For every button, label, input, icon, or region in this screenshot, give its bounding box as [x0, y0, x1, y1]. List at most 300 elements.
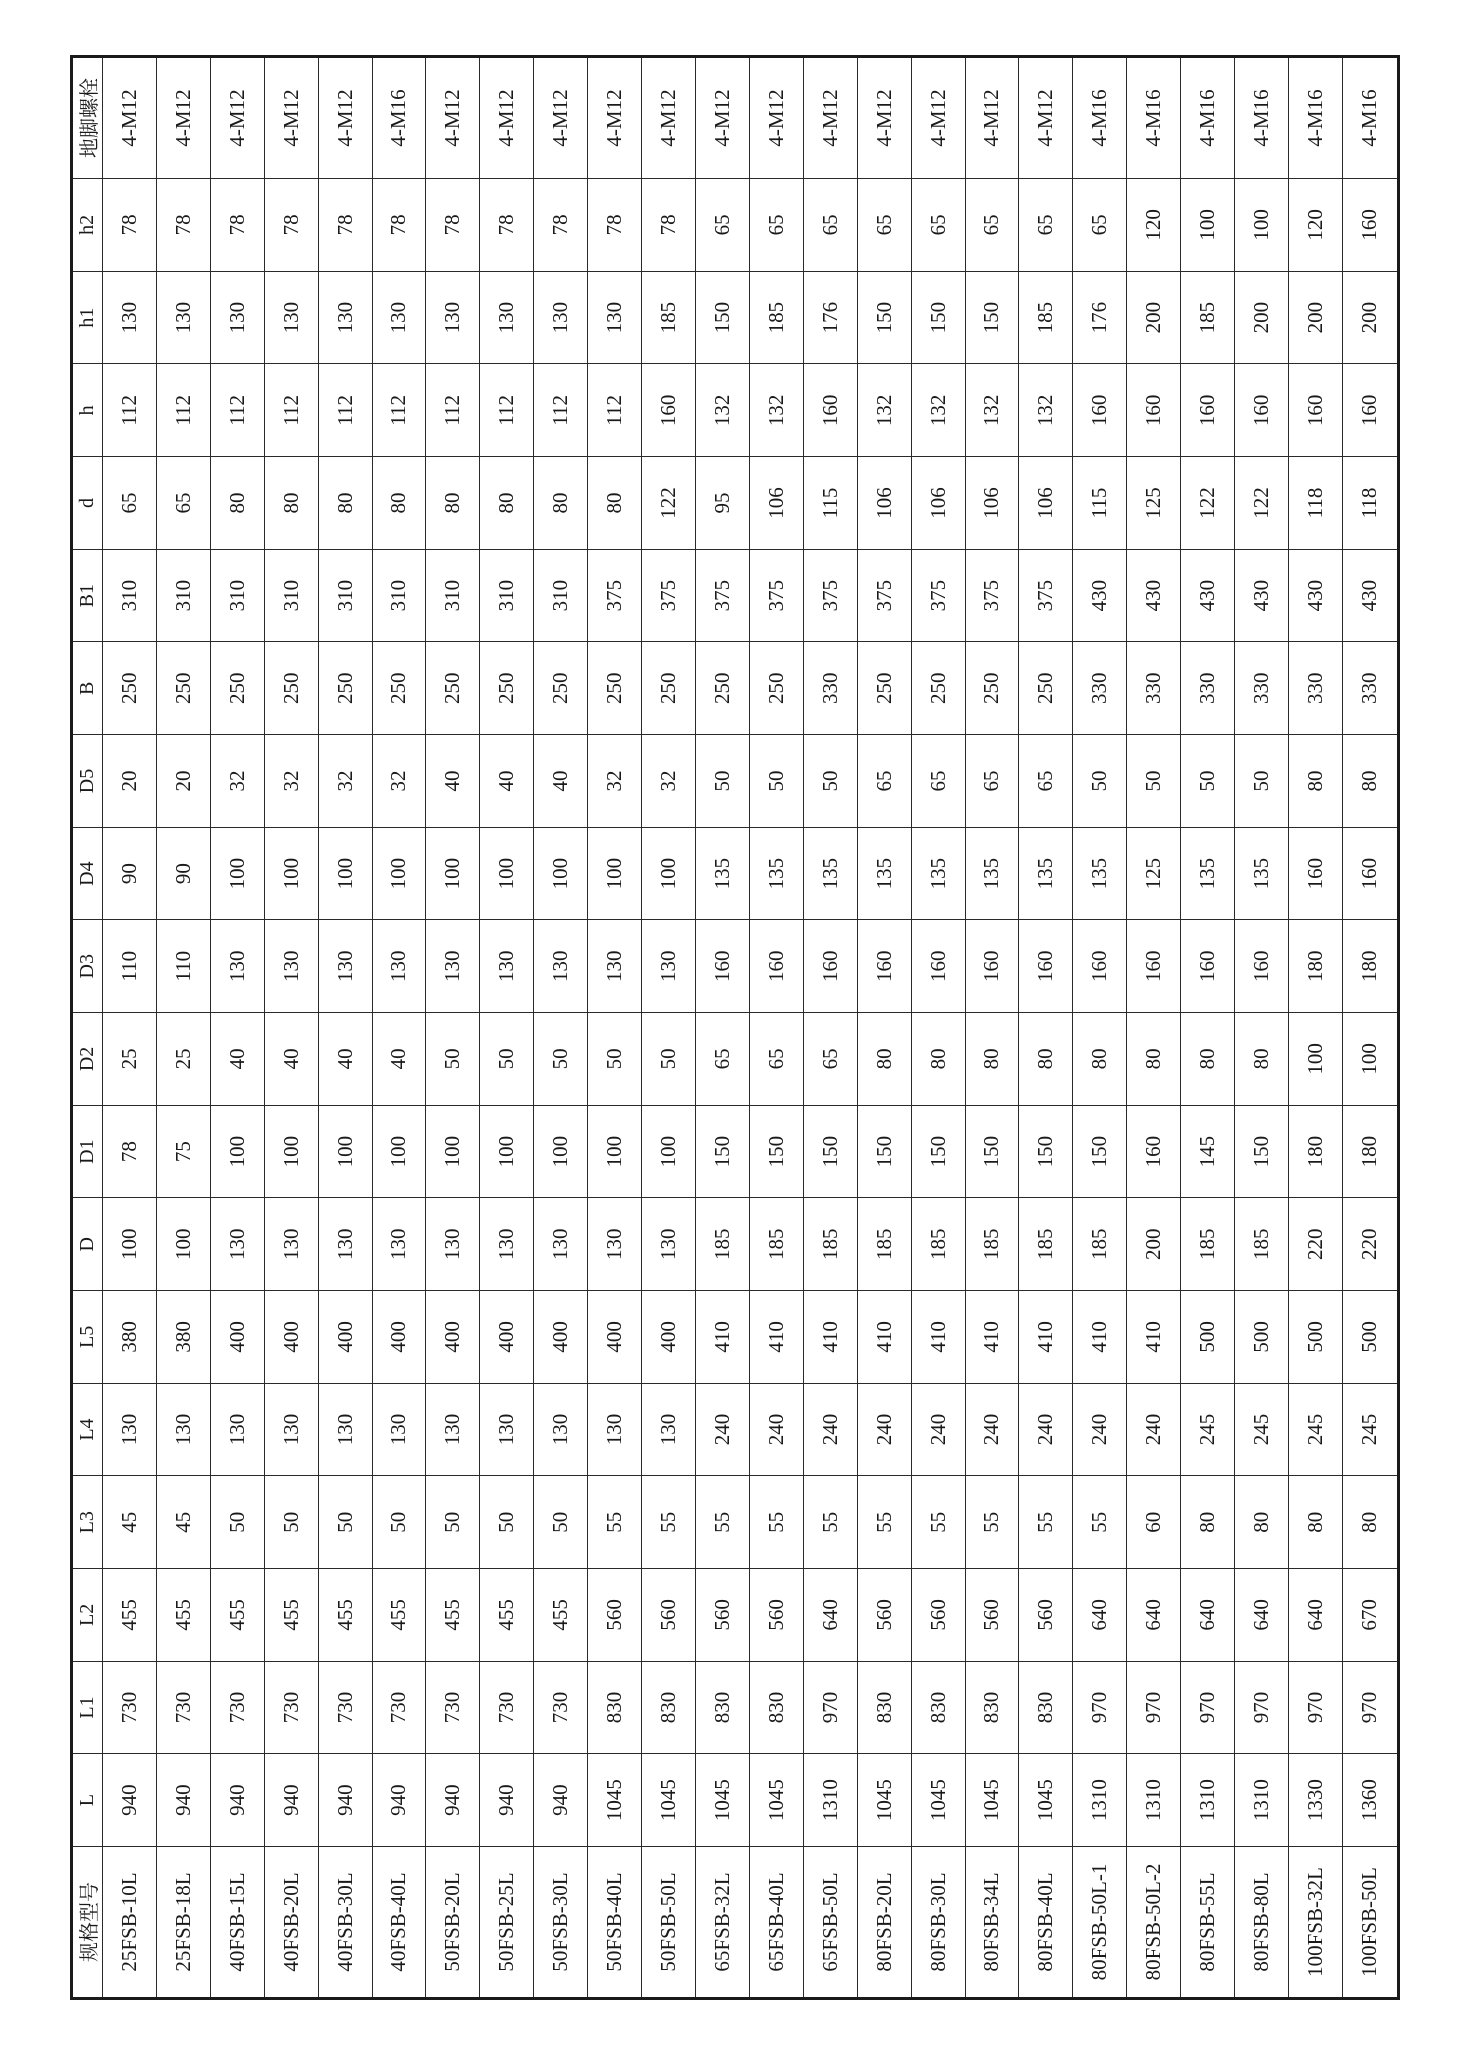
value-cell: 32: [210, 735, 264, 828]
value-cell: 500: [1181, 1291, 1235, 1384]
value-cell: 65: [749, 179, 803, 272]
value-cell: 830: [642, 1661, 696, 1754]
value-cell: 4-M16: [1235, 57, 1289, 179]
value-cell: 100: [642, 1105, 696, 1198]
value-cell: 160: [1342, 364, 1398, 457]
value-cell: 112: [480, 364, 534, 457]
value-cell: 250: [480, 642, 534, 735]
value-cell: 455: [426, 1569, 480, 1662]
value-cell: 135: [1181, 827, 1235, 920]
value-cell: 100: [103, 1198, 157, 1291]
value-cell: 1045: [695, 1754, 749, 1847]
column-header: L1: [72, 1661, 103, 1754]
value-cell: 130: [210, 1383, 264, 1476]
value-cell: 250: [1019, 642, 1073, 735]
value-cell: 100: [480, 1105, 534, 1198]
value-cell: 430: [1073, 549, 1127, 642]
value-cell: 60: [1127, 1476, 1181, 1569]
value-cell: 640: [803, 1569, 857, 1662]
value-cell: 80: [1181, 1013, 1235, 1106]
value-cell: 55: [857, 1476, 911, 1569]
value-cell: 150: [965, 271, 1019, 364]
value-cell: 130: [372, 271, 426, 364]
value-cell: 100: [426, 1105, 480, 1198]
value-cell: 160: [1073, 920, 1127, 1013]
value-cell: 330: [1181, 642, 1235, 735]
value-cell: 80: [1235, 1476, 1289, 1569]
table-row: [1288, 57, 1342, 1999]
value-cell: 130: [588, 920, 642, 1013]
value-cell: 200: [1288, 271, 1342, 364]
value-cell: 25: [103, 1013, 157, 1106]
model-cell: 40FSB-20L: [264, 1847, 318, 1999]
value-cell: 80: [534, 457, 588, 550]
value-cell: 185: [1235, 1198, 1289, 1291]
value-cell: 970: [803, 1661, 857, 1754]
value-cell: 4-M16: [1342, 57, 1398, 179]
value-cell: 125: [1127, 827, 1181, 920]
value-cell: 132: [911, 364, 965, 457]
value-cell: 250: [534, 642, 588, 735]
value-cell: 80: [264, 457, 318, 550]
value-cell: 150: [857, 271, 911, 364]
value-cell: 560: [642, 1569, 696, 1662]
value-cell: 1045: [857, 1754, 911, 1847]
value-cell: 310: [534, 549, 588, 642]
value-cell: 830: [1019, 1661, 1073, 1754]
value-cell: 730: [318, 1661, 372, 1754]
value-cell: 1310: [803, 1754, 857, 1847]
value-cell: 250: [318, 642, 372, 735]
value-cell: 375: [1019, 549, 1073, 642]
value-cell: 130: [318, 920, 372, 1013]
column-header: D2: [72, 1013, 103, 1106]
value-cell: 240: [965, 1383, 1019, 1476]
table-row: [965, 57, 1019, 1999]
value-cell: 130: [534, 271, 588, 364]
value-cell: 160: [911, 920, 965, 1013]
value-cell: 130: [588, 271, 642, 364]
value-cell: 50: [210, 1476, 264, 1569]
model-cell: 50FSB-25L: [480, 1847, 534, 1999]
model-cell: 50FSB-40L: [588, 1847, 642, 1999]
value-cell: 100: [588, 1105, 642, 1198]
value-cell: 80: [857, 1013, 911, 1106]
value-cell: 65: [1019, 179, 1073, 272]
value-cell: 112: [318, 364, 372, 457]
model-cell: 50FSB-20L: [426, 1847, 480, 1999]
value-cell: 200: [1235, 271, 1289, 364]
value-cell: 80: [1288, 1476, 1342, 1569]
value-cell: 4-M16: [1073, 57, 1127, 179]
value-cell: 250: [911, 642, 965, 735]
value-cell: 80: [1181, 1476, 1235, 1569]
value-cell: 4-M16: [1288, 57, 1342, 179]
value-cell: 250: [965, 642, 1019, 735]
value-cell: 500: [1235, 1291, 1289, 1384]
value-cell: 50: [372, 1476, 426, 1569]
value-cell: 310: [318, 549, 372, 642]
value-cell: 250: [426, 642, 480, 735]
table-row: [803, 57, 857, 1999]
value-cell: 112: [103, 364, 157, 457]
value-cell: 135: [1235, 827, 1289, 920]
value-cell: 220: [1288, 1198, 1342, 1291]
value-cell: 180: [1342, 1105, 1398, 1198]
value-cell: 4-M12: [534, 57, 588, 179]
value-cell: 50: [642, 1013, 696, 1106]
value-cell: 135: [803, 827, 857, 920]
value-cell: 160: [1235, 364, 1289, 457]
value-cell: 185: [695, 1198, 749, 1291]
value-cell: 45: [103, 1476, 157, 1569]
value-cell: 130: [372, 1198, 426, 1291]
value-cell: 160: [1127, 364, 1181, 457]
value-cell: 970: [1288, 1661, 1342, 1754]
column-header: 规格型号: [72, 1847, 103, 1999]
model-cell: 80FSB-55L: [1181, 1847, 1235, 1999]
value-cell: 55: [965, 1476, 1019, 1569]
value-cell: 112: [210, 364, 264, 457]
table-row: [911, 57, 965, 1999]
value-cell: 50: [1073, 735, 1127, 828]
column-header: D3: [72, 920, 103, 1013]
value-cell: 130: [426, 271, 480, 364]
value-cell: 185: [857, 1198, 911, 1291]
value-cell: 310: [426, 549, 480, 642]
value-cell: 130: [318, 1383, 372, 1476]
value-cell: 250: [588, 642, 642, 735]
column-header: L3: [72, 1476, 103, 1569]
table-row: [642, 57, 696, 1999]
value-cell: 150: [695, 1105, 749, 1198]
value-cell: 185: [1181, 1198, 1235, 1291]
value-cell: 150: [1019, 1105, 1073, 1198]
value-cell: 240: [857, 1383, 911, 1476]
value-cell: 65: [803, 179, 857, 272]
value-cell: 4-M12: [1019, 57, 1073, 179]
value-cell: 112: [588, 364, 642, 457]
value-cell: 32: [264, 735, 318, 828]
value-cell: 4-M12: [426, 57, 480, 179]
value-cell: 112: [156, 364, 210, 457]
value-cell: 200: [1127, 271, 1181, 364]
value-cell: 185: [1019, 271, 1073, 364]
value-cell: 130: [318, 271, 372, 364]
value-cell: 245: [1235, 1383, 1289, 1476]
value-cell: 330: [803, 642, 857, 735]
value-cell: 250: [210, 642, 264, 735]
column-header: h1: [72, 271, 103, 364]
column-header: L5: [72, 1291, 103, 1384]
value-cell: 50: [1235, 735, 1289, 828]
value-cell: 830: [911, 1661, 965, 1754]
model-cell: 80FSB-34L: [965, 1847, 1019, 1999]
value-cell: 410: [857, 1291, 911, 1384]
value-cell: 130: [103, 1383, 157, 1476]
column-header: B: [72, 642, 103, 735]
value-cell: 185: [749, 1198, 803, 1291]
value-cell: 130: [210, 1198, 264, 1291]
value-cell: 110: [156, 920, 210, 1013]
value-cell: 150: [803, 1105, 857, 1198]
value-cell: 25: [156, 1013, 210, 1106]
value-cell: 200: [1342, 271, 1398, 364]
table-header-row: [72, 57, 103, 1999]
value-cell: 100: [264, 827, 318, 920]
value-cell: 410: [1019, 1291, 1073, 1384]
value-cell: 730: [264, 1661, 318, 1754]
value-cell: 240: [1127, 1383, 1181, 1476]
value-cell: 500: [1342, 1291, 1398, 1384]
table-row: [534, 57, 588, 1999]
value-cell: 50: [1127, 735, 1181, 828]
value-cell: 65: [911, 179, 965, 272]
value-cell: 100: [318, 827, 372, 920]
value-cell: 80: [911, 1013, 965, 1106]
value-cell: 78: [588, 179, 642, 272]
value-cell: 730: [103, 1661, 157, 1754]
value-cell: 78: [372, 179, 426, 272]
value-cell: 32: [642, 735, 696, 828]
value-cell: 78: [642, 179, 696, 272]
value-cell: 65: [803, 1013, 857, 1106]
value-cell: 970: [1127, 1661, 1181, 1754]
value-cell: 130: [318, 1198, 372, 1291]
value-cell: 78: [156, 179, 210, 272]
value-cell: 160: [1288, 364, 1342, 457]
value-cell: 50: [426, 1013, 480, 1106]
value-cell: 65: [156, 457, 210, 550]
value-cell: 160: [1073, 364, 1127, 457]
value-cell: 560: [857, 1569, 911, 1662]
value-cell: 4-M12: [857, 57, 911, 179]
value-cell: 940: [372, 1754, 426, 1847]
value-cell: 830: [965, 1661, 1019, 1754]
value-cell: 122: [1181, 457, 1235, 550]
model-cell: 100FSB-50L: [1342, 1847, 1398, 1999]
column-header: 地脚螺栓: [72, 57, 103, 179]
value-cell: 100: [426, 827, 480, 920]
value-cell: 55: [749, 1476, 803, 1569]
value-cell: 65: [749, 1013, 803, 1106]
value-cell: 1045: [911, 1754, 965, 1847]
value-cell: 50: [480, 1476, 534, 1569]
value-cell: 100: [264, 1105, 318, 1198]
value-cell: 185: [803, 1198, 857, 1291]
value-cell: 455: [480, 1569, 534, 1662]
value-cell: 500: [1288, 1291, 1342, 1384]
value-cell: 20: [103, 735, 157, 828]
model-cell: 65FSB-40L: [749, 1847, 803, 1999]
value-cell: 455: [264, 1569, 318, 1662]
value-cell: 180: [1342, 920, 1398, 1013]
column-header: D: [72, 1198, 103, 1291]
value-cell: 80: [1127, 1013, 1181, 1106]
value-cell: 130: [534, 920, 588, 1013]
table-row: [1073, 57, 1127, 1999]
value-cell: 130: [264, 1198, 318, 1291]
value-cell: 115: [803, 457, 857, 550]
column-header: h: [72, 364, 103, 457]
value-cell: 160: [803, 364, 857, 457]
value-cell: 410: [695, 1291, 749, 1384]
value-cell: 1310: [1127, 1754, 1181, 1847]
value-cell: 375: [965, 549, 1019, 642]
value-cell: 135: [695, 827, 749, 920]
value-cell: 112: [426, 364, 480, 457]
value-cell: 176: [1073, 271, 1127, 364]
value-cell: 560: [1019, 1569, 1073, 1662]
value-cell: 50: [426, 1476, 480, 1569]
table-row: [372, 57, 426, 1999]
table-row: [210, 57, 264, 1999]
value-cell: 160: [1181, 364, 1235, 457]
model-cell: 80FSB-40L: [1019, 1847, 1073, 1999]
value-cell: 240: [1019, 1383, 1073, 1476]
value-cell: 150: [749, 1105, 803, 1198]
value-cell: 375: [749, 549, 803, 642]
value-cell: 65: [1019, 735, 1073, 828]
value-cell: 940: [264, 1754, 318, 1847]
value-cell: 250: [857, 642, 911, 735]
value-cell: 65: [857, 179, 911, 272]
value-cell: 130: [210, 271, 264, 364]
model-cell: 50FSB-30L: [534, 1847, 588, 1999]
value-cell: 78: [264, 179, 318, 272]
value-cell: 65: [965, 735, 1019, 828]
value-cell: 560: [965, 1569, 1019, 1662]
column-header: d: [72, 457, 103, 550]
value-cell: 80: [965, 1013, 1019, 1106]
value-cell: 375: [911, 549, 965, 642]
value-cell: 730: [156, 1661, 210, 1754]
value-cell: 80: [1073, 1013, 1127, 1106]
value-cell: 375: [803, 549, 857, 642]
value-cell: 80: [426, 457, 480, 550]
value-cell: 430: [1288, 549, 1342, 642]
value-cell: 400: [642, 1291, 696, 1384]
value-cell: 100: [534, 827, 588, 920]
value-cell: 50: [749, 735, 803, 828]
column-header: D4: [72, 827, 103, 920]
value-cell: 40: [372, 1013, 426, 1106]
value-cell: 132: [749, 364, 803, 457]
value-cell: 410: [749, 1291, 803, 1384]
column-header: D5: [72, 735, 103, 828]
value-cell: 50: [534, 1013, 588, 1106]
value-cell: 4-M12: [911, 57, 965, 179]
value-cell: 380: [156, 1291, 210, 1384]
value-cell: 176: [803, 271, 857, 364]
value-cell: 400: [426, 1291, 480, 1384]
value-cell: 160: [1019, 920, 1073, 1013]
table-row: [156, 57, 210, 1999]
value-cell: 940: [210, 1754, 264, 1847]
model-cell: 25FSB-18L: [156, 1847, 210, 1999]
table-row: [318, 57, 372, 1999]
value-cell: 32: [588, 735, 642, 828]
value-cell: 250: [156, 642, 210, 735]
table-row: [426, 57, 480, 1999]
value-cell: 1045: [588, 1754, 642, 1847]
value-cell: 65: [695, 179, 749, 272]
value-cell: 50: [803, 735, 857, 828]
value-cell: 940: [156, 1754, 210, 1847]
value-cell: 410: [1127, 1291, 1181, 1384]
value-cell: 455: [318, 1569, 372, 1662]
value-cell: 400: [588, 1291, 642, 1384]
table-row: [1019, 57, 1073, 1999]
value-cell: 95: [695, 457, 749, 550]
value-cell: 4-M12: [588, 57, 642, 179]
value-cell: 78: [426, 179, 480, 272]
value-cell: 100: [318, 1105, 372, 1198]
value-cell: 65: [1073, 179, 1127, 272]
value-cell: 730: [210, 1661, 264, 1754]
value-cell: 4-M12: [103, 57, 157, 179]
value-cell: 1045: [642, 1754, 696, 1847]
value-cell: 455: [210, 1569, 264, 1662]
value-cell: 160: [1181, 920, 1235, 1013]
value-cell: 55: [1073, 1476, 1127, 1569]
value-cell: 112: [534, 364, 588, 457]
value-cell: 106: [749, 457, 803, 550]
value-cell: 100: [480, 827, 534, 920]
value-cell: 80: [1235, 1013, 1289, 1106]
value-cell: 80: [1019, 1013, 1073, 1106]
value-cell: 4-M12: [803, 57, 857, 179]
value-cell: 430: [1342, 549, 1398, 642]
value-cell: 50: [534, 1476, 588, 1569]
value-cell: 135: [749, 827, 803, 920]
value-cell: 4-M12: [695, 57, 749, 179]
column-header: L4: [72, 1383, 103, 1476]
value-cell: 160: [749, 920, 803, 1013]
value-cell: 240: [1073, 1383, 1127, 1476]
value-cell: 78: [103, 179, 157, 272]
value-cell: 55: [588, 1476, 642, 1569]
model-cell: 40FSB-40L: [372, 1847, 426, 1999]
value-cell: 130: [480, 920, 534, 1013]
value-cell: 50: [695, 735, 749, 828]
value-cell: 375: [695, 549, 749, 642]
value-cell: 730: [426, 1661, 480, 1754]
value-cell: 80: [480, 457, 534, 550]
value-cell: 940: [426, 1754, 480, 1847]
value-cell: 4-M12: [210, 57, 264, 179]
table-row: [695, 57, 749, 1999]
value-cell: 4-M12: [749, 57, 803, 179]
value-cell: 150: [857, 1105, 911, 1198]
value-cell: 55: [803, 1476, 857, 1569]
value-cell: 80: [210, 457, 264, 550]
value-cell: 112: [264, 364, 318, 457]
value-cell: 330: [1288, 642, 1342, 735]
value-cell: 80: [1342, 1476, 1398, 1569]
value-cell: 55: [695, 1476, 749, 1569]
value-cell: 970: [1342, 1661, 1398, 1754]
value-cell: 130: [480, 271, 534, 364]
value-cell: 310: [372, 549, 426, 642]
value-cell: 160: [857, 920, 911, 1013]
model-cell: 65FSB-50L: [803, 1847, 857, 1999]
value-cell: 40: [264, 1013, 318, 1106]
column-header: B1: [72, 549, 103, 642]
value-cell: 180: [1288, 1105, 1342, 1198]
value-cell: 40: [210, 1013, 264, 1106]
value-cell: 160: [1342, 827, 1398, 920]
